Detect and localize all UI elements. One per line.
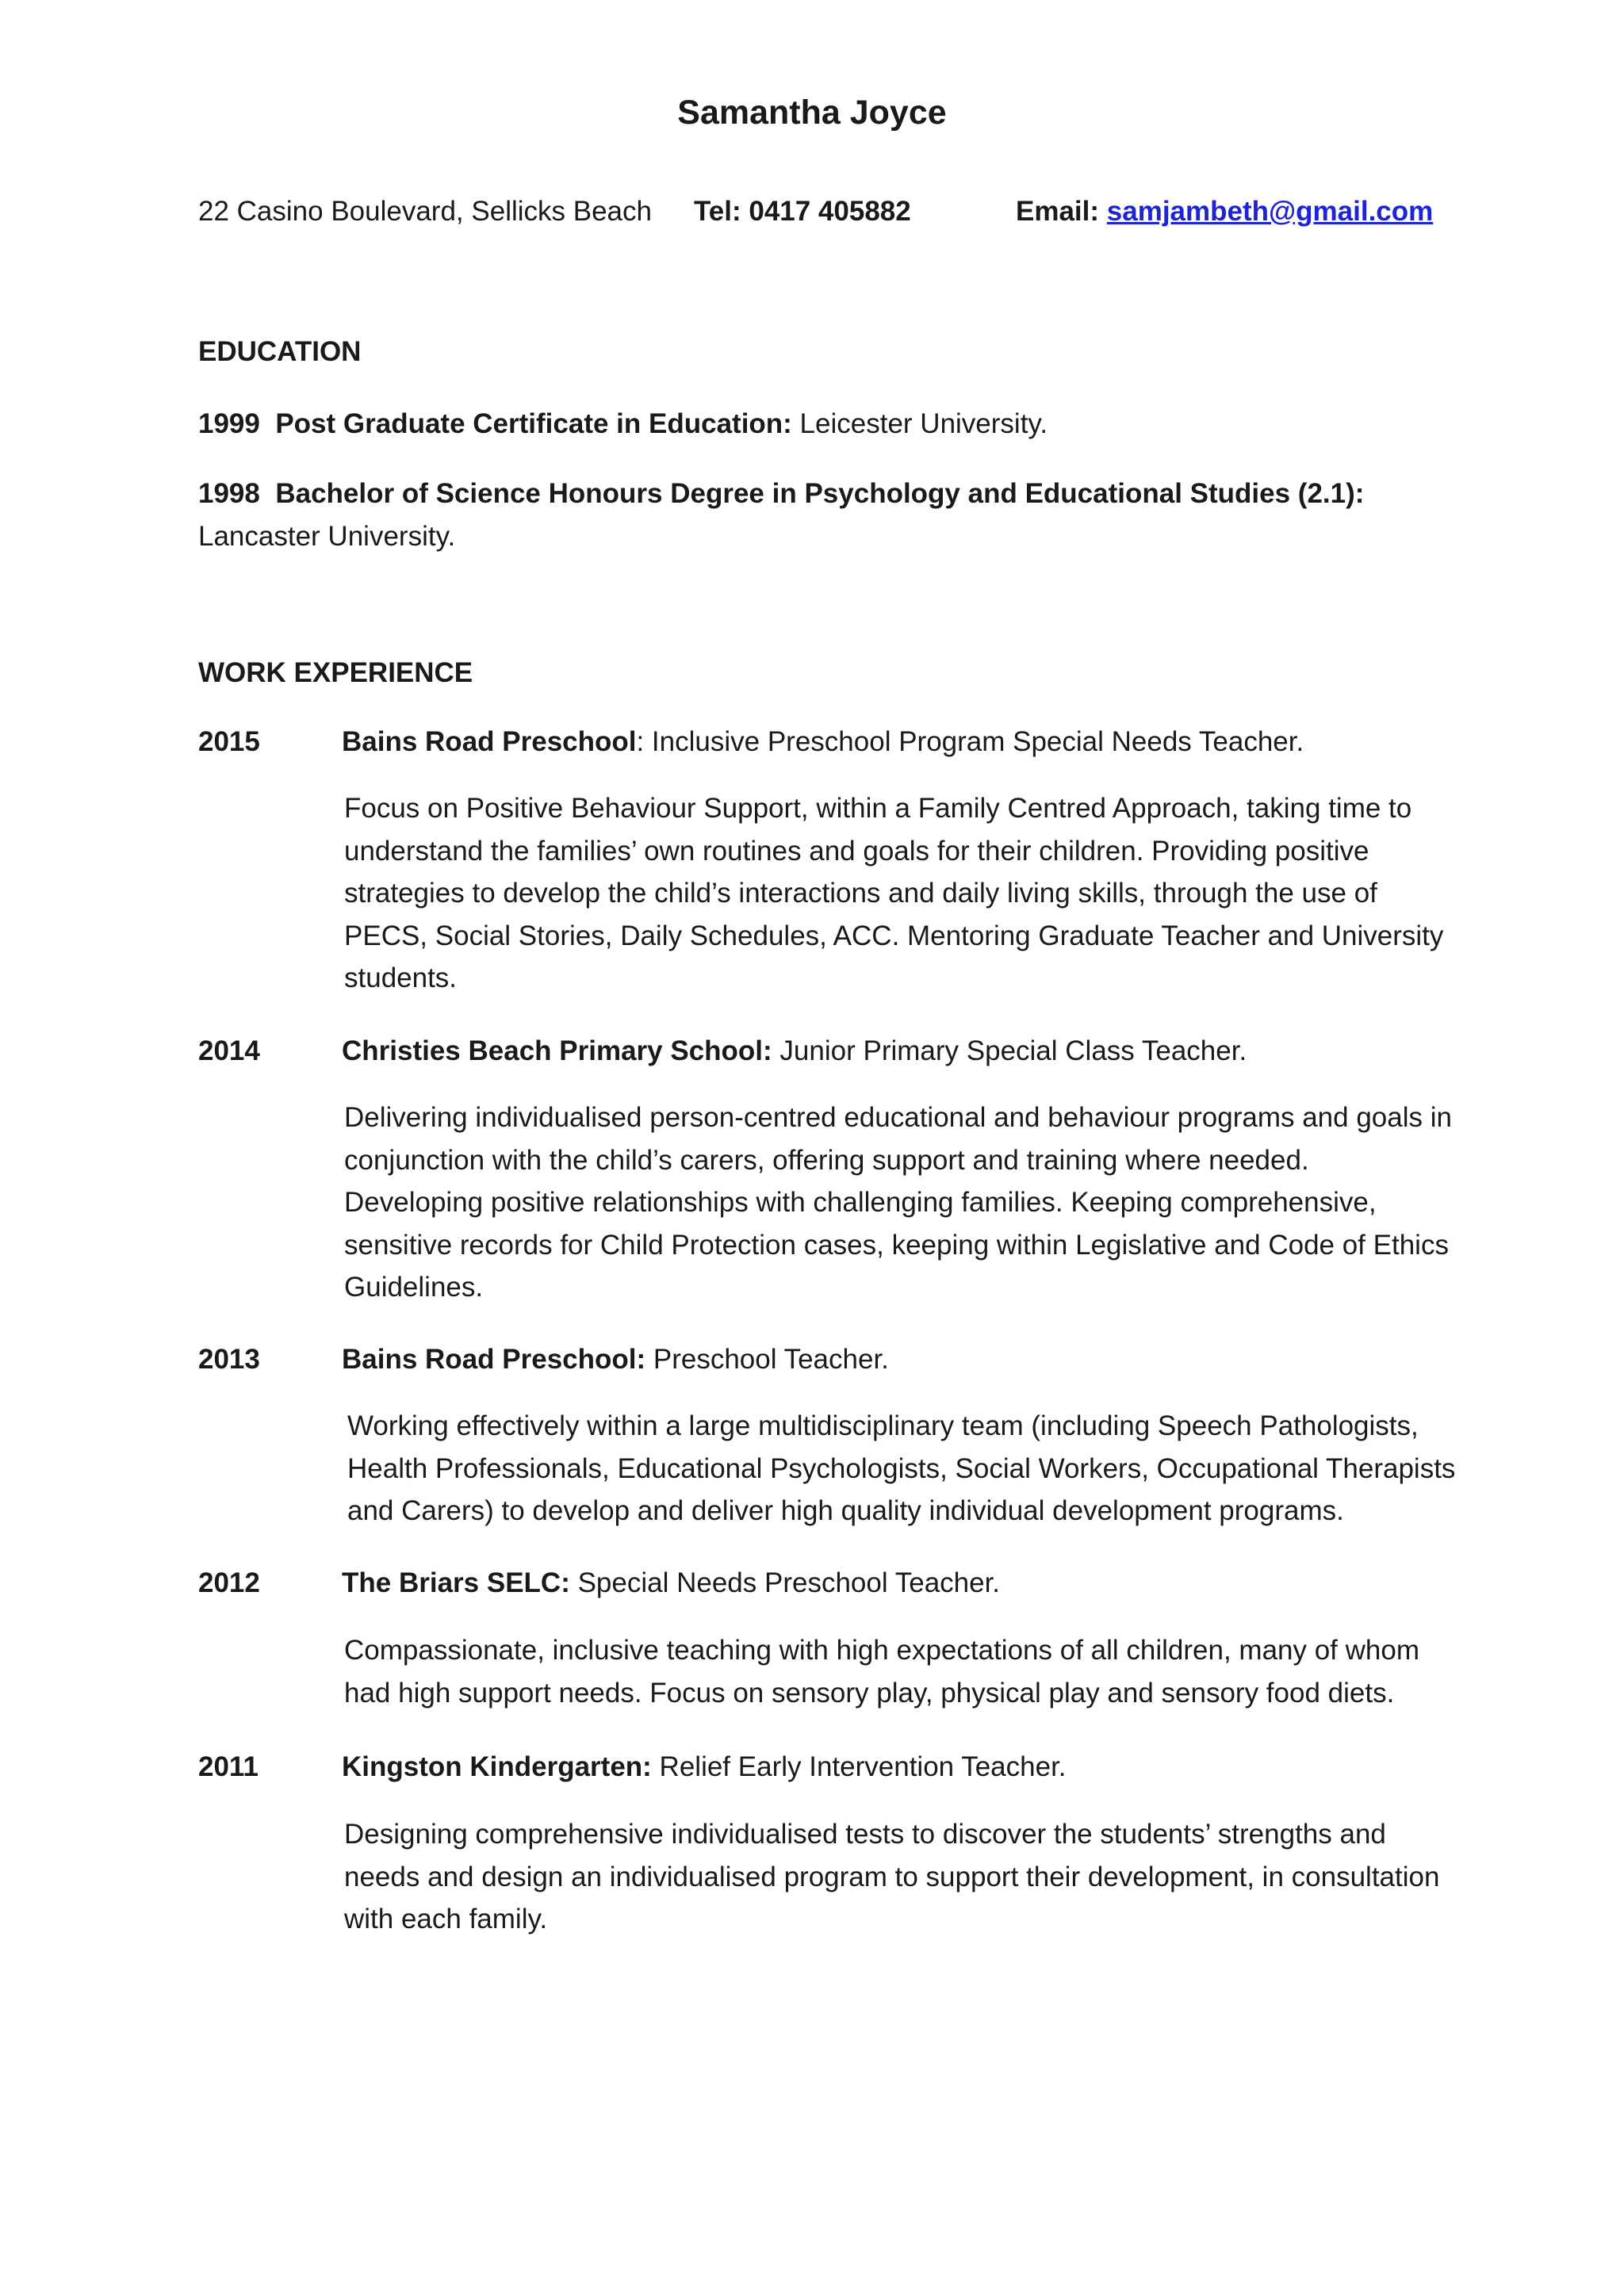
email-link[interactable]: samjambeth@gmail.com [1106,196,1434,227]
job-year: 2012 [198,1567,260,1598]
education-year: 1999 [198,408,260,439]
job-employer: The Briars SELC: [342,1567,570,1598]
email-label: Email: [1016,196,1100,227]
job-role: : Inclusive Preschool Program Special Needs Teacher. [636,726,1304,757]
job-employer: Christies Beach Primary School: [342,1035,772,1066]
job-role: Special Needs Preschool Teacher. [569,1567,1001,1598]
education-year: 1998 [198,478,260,509]
education-institution: Leicester University. [791,408,1048,439]
contact-email [1016,196,1433,228]
job-description: Compassionate, inclusive teaching with high expectations of all children, many of whom had high support needs. Focus on sensory play, physical play and sensory food diets. [344,1635,1419,1709]
education-heading: EDUCATION [198,336,362,367]
education-item [198,473,1435,558]
job-role: Preschool Teacher. [645,1344,889,1375]
job-role: Relief Early Intervention Teacher. [651,1751,1067,1782]
job-year: 2015 [198,726,260,757]
job-employer: Kingston Kindergarten: [342,1751,652,1782]
job-description: Designing comprehensive individualised tests to discover the students’ strengths and needs and design an individualised program to support their development, in consultation with each family. [344,1819,1440,1934]
work-experience-heading: WORK EXPERIENCE [198,657,473,688]
education-qualification: Post Graduate Certificate in Education: [275,408,792,439]
job-year: 2011 [198,1751,259,1782]
job-employer: Bains Road Preschool: [342,1344,646,1375]
candidate-name: Samantha Joyce [677,94,947,132]
job-description: Working effectively within a large multidisciplinary team (including Speech Pathologists, Health Professionals, Educational Psychologists, Social Workers, Occupational Therapists and Carers) to develop and deliver high quality individual development programs. [347,1410,1456,1526]
job-role: Junior Primary Special Class Teacher. [772,1035,1247,1066]
job-description: Delivering individualised person-centred educational and behaviour programs and goals in conjunction with the child’s carers, offering support and training where needed. Developing positive relationships with challenging families. Keeping comprehensive, sensitive records for Child Protection cases, keeping within Legislative and Code of Ethics Guidelines. [344,1102,1452,1303]
job-title [342,726,1304,758]
job-title [342,1344,889,1376]
contact-telephone: Tel: 0417 405882 [694,196,911,227]
job-title [342,1035,1247,1067]
job-title [342,1751,1067,1783]
education-item [198,403,1435,446]
contact-address: 22 Casino Boulevard, Sellicks Beach [198,196,652,227]
education-qualification: Bachelor of Science Honours Degree in Psychology and Educational Studies (2.1): [275,478,1365,509]
job-employer: Bains Road Preschool [342,726,637,757]
job-title [342,1567,1000,1599]
job-description: Focus on Positive Behaviour Support, within a Family Centred Approach, taking time to understand the families’ own routines and goals for their children. Providing positive strategies to develop the child’s interactions and daily living skills, through the use of PECS, Social Stories, Daily Schedules, ACC. Mentoring Graduate Teacher and University students. [344,793,1444,993]
education-institution: Lancaster University. [198,521,456,552]
job-year: 2013 [198,1344,260,1375]
job-year: 2014 [198,1035,260,1066]
